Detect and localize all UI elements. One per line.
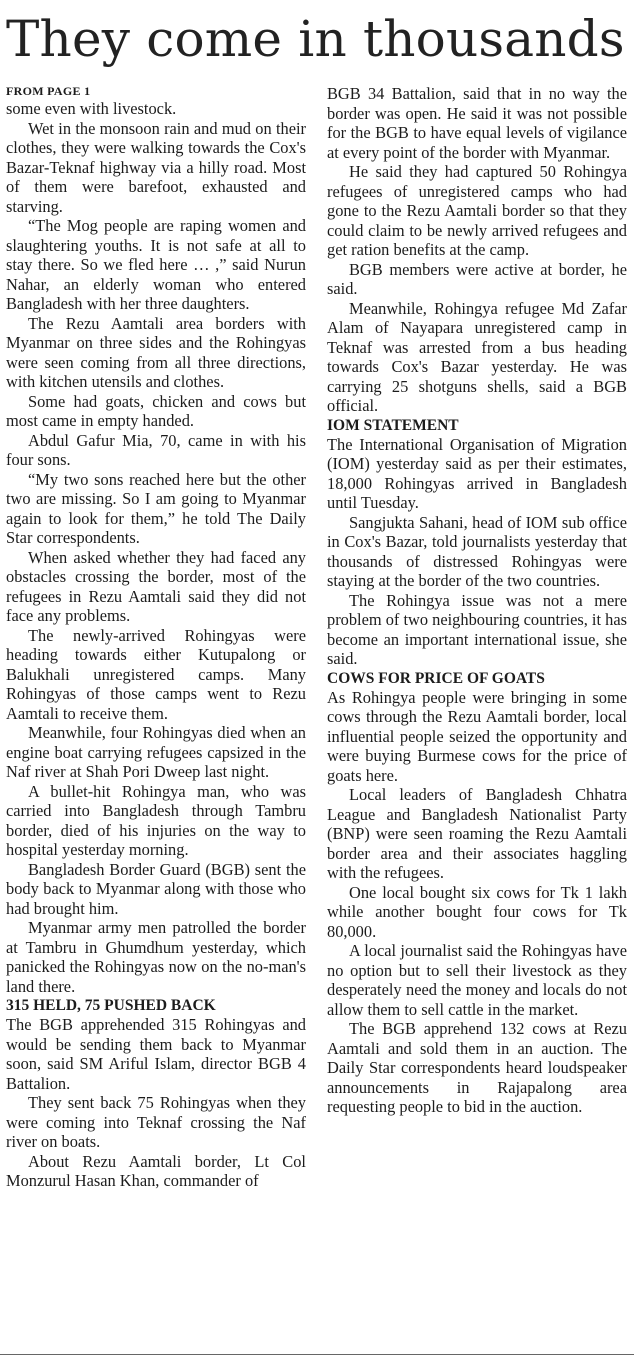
bottom-divider (0, 1354, 634, 1355)
continuation-kicker: FROM PAGE 1 (6, 84, 91, 98)
left-column (6, 84, 306, 1191)
article-paragraph: When asked whether they had faced any obstacles crossing the border, most of the refugees in Rezu Aamtali said they did not face any problems. (6, 547, 306, 625)
article-paragraph: They sent back 75 Rohingyas when they were coming into Teknaf crossing the Naf river on boats. (6, 1093, 306, 1151)
article-paragraph: The BGB apprehend 132 cows at Rezu Aamtali and sold them in an auction. The Daily Star correspondents heard loudspeaker announcements in Rajapalong area requesting people to bid in the auction. (327, 1019, 627, 1116)
article-paragraph: Local leaders of Bangladesh Chhatra League and Bangladesh Nationalist Party (BNP) were seen roaming the Rezu Aamtali border area and their associates haggling with the refugees. (327, 785, 627, 882)
article-paragraph: Myanmar army men patrolled the border at Tambru in Ghumdhum yesterday, which panicked the Rohingyas now on the no-man's land there. (6, 918, 306, 996)
article-paragraph: As Rohingya people were bringing in some cows through the Rezu Aamtali border, local influential people seized the opportunity and were buying Burmese cows for the price of goats here. (327, 687, 627, 785)
article-paragraph: A bullet-hit Rohingya man, who was carried into Bangladesh through Tambru border, died of his injuries on the way to hospital yesterday morning. (6, 781, 306, 859)
article-paragraph: Some had goats, chicken and cows but most came in empty handed. (6, 391, 306, 430)
article-paragraph: Bangladesh Border Guard (BGB) sent the body back to Myanmar along with those who had brought him. (6, 859, 306, 918)
article-paragraph: Abdul Gafur Mia, 70, came in with his four sons. (6, 430, 306, 469)
article-paragraph: About Rezu Aamtali border, Lt Col Monzurul Hasan Khan, commander of (6, 1151, 306, 1190)
article-paragraph: A local journalist said the Rohingyas have no option but to sell their livestock as they desperately need the money and locals do not allow them to sell cattle in the market. (327, 941, 627, 1019)
article-paragraph: The Rezu Aamtali area borders with Myanmar on three sides and the Rohingyas were seen coming from all three directions, with kitchen utensils and clothes. (6, 313, 306, 391)
article-paragraph: BGB 34 Battalion, said that in no way the border was open. He said it was not possible for the BGB to have equal levels of vigilance at every point of the border with Myanmar. (327, 84, 627, 162)
section-subhead: IOM STATEMENT (327, 416, 459, 434)
article-paragraph: BGB members were active at border, he said. (327, 259, 627, 298)
article-paragraph: Meanwhile, Rohingya refugee Md Zafar Alam of Nayapara unregistered camp in Teknaf was arrested from a bus heading towards Cox's Bazar yesterday. He was carrying 25 shotguns shells, said a BGB official. (327, 298, 627, 415)
article-paragraph: The Rohingya issue was not a mere problem of two neighbouring countries, it has become an important international issue, she said. (327, 590, 627, 668)
article-paragraph: Sangjukta Sahani, head of IOM sub office in Cox's Bazar, told journalists yesterday that thousands of distressed Rohingyas were staying at the border of the two countries. (327, 512, 627, 590)
right-column (327, 84, 627, 1117)
headline: They come in thousands (6, 10, 625, 68)
article-paragraph: “The Mog people are raping women and slaughtering youths. It is not safe at all to stay there. So we fled here … ,” said Nurun Nahar, an elderly woman who entered Bangladesh with her three daughters. (6, 216, 306, 313)
article-paragraph: He said they had captured 50 Rohingya refugees of unregistered camps who had gone to the Rezu Aamtali border so that they could claim to be newly arrived refugees and get ration benefits at the camp. (327, 162, 627, 259)
right-column-body (327, 84, 627, 1117)
left-column-body (6, 99, 306, 1191)
article-paragraph: “My two sons reached here but the other two are missing. So I am going to Myanmar again to look for them,” he told The Daily Star correspondents. (6, 469, 306, 547)
article-paragraph: One local bought six cows for Tk 1 lakh while another bought four cows for Tk 80,000. (327, 882, 627, 941)
article-paragraph: The BGB apprehended 315 Rohingyas and would be sending them back to Myanmar soon, said SM Ariful Islam, director BGB 4 Battalion. (6, 1015, 306, 1093)
article-paragraph: Wet in the monsoon rain and mud on their clothes, they were walking towards the Cox's Bazar-Teknaf highway via a hilly road. Most of them were barefoot, exhausted and starving. (6, 118, 306, 216)
section-subhead: 315 HELD, 75 PUSHED BACK (6, 997, 216, 1014)
article-paragraph: The newly-arrived Rohingyas were heading towards either Kutupalong or Balukhali unregistered camps. Many Rohingyas of those camps went to Rezu Aamtali to receive them. (6, 625, 306, 723)
article-paragraph: some even with livestock. (6, 99, 177, 118)
article-paragraph: The International Organisation of Migration (IOM) yesterday said as per their estimates, 18,000 Rohingyas arrived in Bangladesh until Tuesday. (327, 434, 627, 512)
section-subhead: COWS FOR PRICE OF GOATS (327, 669, 545, 687)
article-paragraph: Meanwhile, four Rohingyas died when an engine boat carrying refugees capsized in the Naf river at Shah Pori Dweep last night. (6, 723, 306, 781)
